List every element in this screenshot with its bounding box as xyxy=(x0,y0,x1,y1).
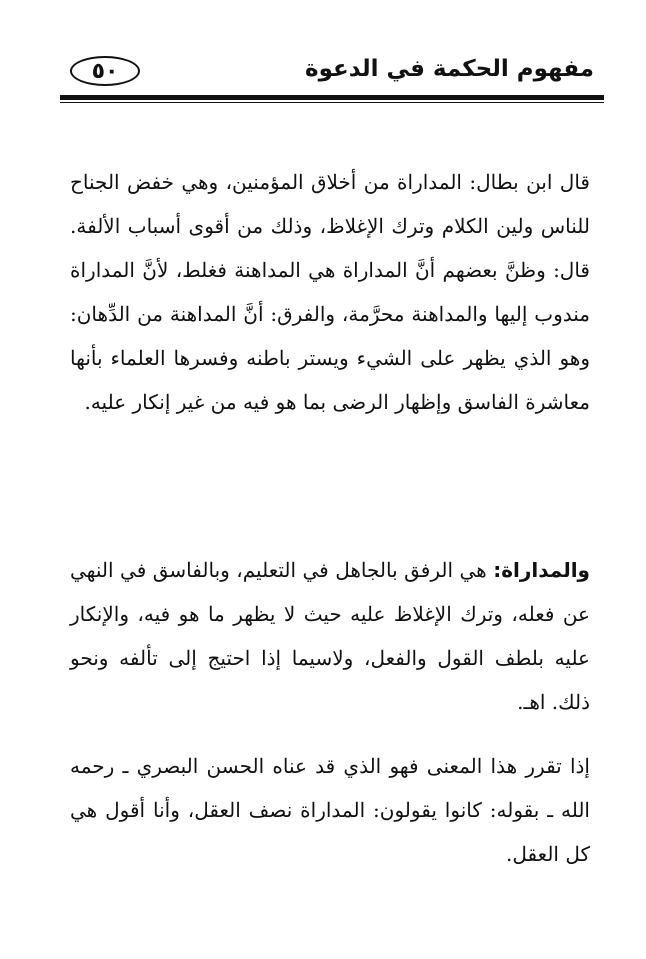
paragraph-mudaraa-definition xyxy=(70,548,590,724)
page-number: ٥٠ xyxy=(70,56,140,86)
header-rule-thick xyxy=(60,95,604,100)
running-title: مفهوم الحكمة في الدعوة xyxy=(305,56,594,82)
paragraph-text: قال ابن بطال: المداراة من أخلاق المؤمنين، وهي خفض الجناح للناس ولين الكلام وترك الإغلاظ، وذلك من أقوى أسباب الألفة. قال: وظنَّ بعضهم أنَّ المداراة هي المداهنة فغلط، لأنَّ المداراة مندوب إليها والمداهنة محرَّمة، والفرق: أنَّ المداهنة من الدِّهان: وهو الذي يظهر على الشيء ويستر باطنه وفسرها العلماء بأنها معاشرة الفاسق وإظهار الرضى بما هو فيه من غير إنكار عليه. xyxy=(70,170,590,414)
definition-text: هي الرفق بالجاهل في التعليم، وبالفاسق في النهي عن فعله، وترك الإغلاظ عليه حيث لا يظهر ما هو فيه، والإنكار عليه بلطف القول والفعل، ولاسيما إذا احتيج إلى تألفه ونحو ذلك. اهـ. xyxy=(70,558,590,714)
header-rule-thin xyxy=(60,102,604,103)
paragraph-text xyxy=(70,548,590,724)
paragraph-text: إذا تقرر هذا المعنى فهو الذي قد عناه الحسن البصري ـ رحمه الله ـ بقوله: كانوا يقولون: المداراة نصف العقل، وأنا أقول هي كل العقل. xyxy=(70,754,590,866)
paragraph-hasan-basri xyxy=(70,744,590,876)
paragraph-ibn-battal xyxy=(70,160,590,424)
defined-term: والمداراة: xyxy=(493,558,590,582)
page-header xyxy=(60,52,600,98)
